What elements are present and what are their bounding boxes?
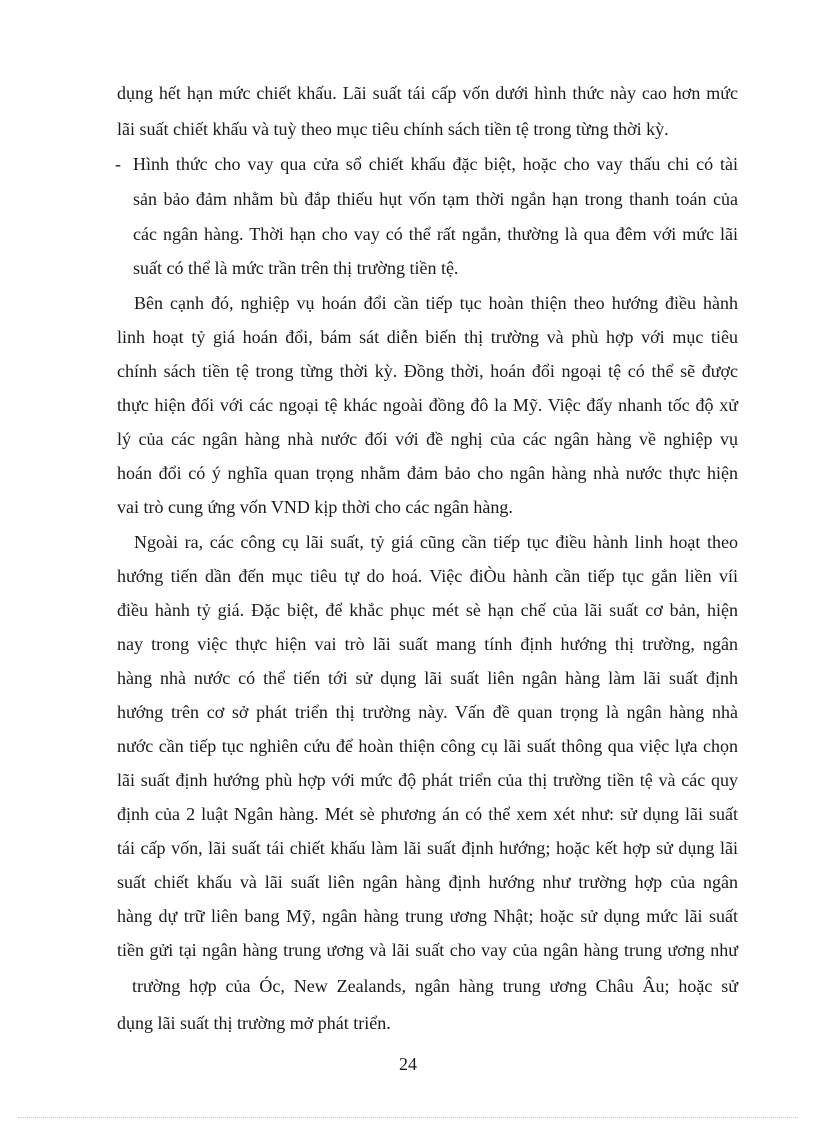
page-number: 24 [399, 1054, 417, 1074]
text-line: chính sách tiền tệ trong từng thời kỳ. Đồng thời, hoán đổi ngoại tệ có thể sẽ được [117, 361, 738, 381]
text-line: hàng dự trữ liên bang Mỹ, ngân hàng trung ương Nhật; hoặc sử dụng mức lãi suất [117, 906, 738, 926]
text-line: hoán đổi có ý nghĩa quan trọng nhằm đảm bảo cho ngân hàng nhà nước thực hiện [117, 463, 738, 483]
text-line: suất chiết khấu và lãi suất liên ngân hàng định hướng như trường hợp của ngân [117, 872, 738, 892]
text-line: nước cần tiếp tục nghiên cứu để hoàn thiện công cụ lãi suất thông qua việc lựa chọn [117, 736, 738, 756]
text-line: Bên cạnh đó, nghiệp vụ hoán đổi cần tiếp tục hoàn thiện theo hướng điều hành [134, 293, 738, 313]
text-line: điều hành tỷ giá. Đặc biệt, để khắc phục mét sè hạn chế của lãi suất cơ bản, hiện [117, 600, 738, 620]
text-line: các ngân hàng. Thời hạn cho vay có thể rất ngắn, thường là qua đêm với mức lãi [133, 224, 738, 244]
text-line: suất có thể là mức trần trên thị trường tiền tệ. [133, 258, 459, 278]
text-line: tiền gửi tại ngân hàng trung ương và lãi suất cho vay của ngân hàng trung ương như [117, 940, 738, 960]
text-line: tái cấp vốn, lãi suất tái chiết khấu làm lãi suất định hướng; hoặc kết hợp sử dụng lãi [117, 838, 738, 858]
text-line: linh hoạt tỷ giá hoán đổi, bám sát diễn biến thị trường và phù hợp với mục tiêu [117, 327, 738, 347]
text-line: Ngoài ra, các công cụ lãi suất, tỷ giá cũng cần tiếp tục điều hành linh hoạt theo [134, 532, 738, 552]
list-bullet: - [115, 154, 121, 174]
text-line: hướng trên cơ sở phát triển thị trường này. Vấn đề quan trọng là ngân hàng nhà [117, 702, 738, 722]
text-line: dụng lãi suất thị trường mở phát triển. [117, 1013, 391, 1033]
text-line: vai trò cung ứng vốn VND kịp thời cho các ngân hàng. [117, 497, 513, 517]
text-line: sản bảo đảm nhằm bù đắp thiếu hụt vốn tạm thời ngắn hạn trong thanh toán của [133, 189, 738, 209]
text-line: lý của các ngân hàng nhà nước đối với đề nghị của các ngân hàng về nghiệp vụ [117, 429, 738, 449]
text-line: lãi suất chiết khấu và tuỳ theo mục tiêu chính sách tiền tệ trong từng thời kỳ. [117, 119, 669, 139]
footer-divider [18, 1117, 798, 1118]
text-line: hướng tiến dần đến mục tiêu tự do hoá. Việc điÒu hành cần tiếp tục gắn liền víi [117, 566, 738, 586]
text-line: hàng nhà nước có thể tiến tới sử dụng lãi suất liên ngân hàng làm lãi suất định [117, 668, 738, 688]
text-line: thực hiện đối với các ngoại tệ khác ngoài đồng đô la Mỹ. Việc đẩy nhanh tốc độ xử [117, 395, 738, 415]
text-line: lãi suất định hướng phù hợp với mức độ phát triển của thị trường tiền tệ và các quy [117, 770, 738, 790]
text-line: Hình thức cho vay qua cửa sổ chiết khấu đặc biệt, hoặc cho vay thấu chi có tài [133, 154, 738, 174]
text-line: trường hợp của Óc, New Zealands, ngân hàng trung ương Châu Âu; hoặc sử [132, 976, 738, 996]
text-line: định của 2 luật Ngân hàng. Mét sè phương án có thể xem xét như: sử dụng lãi suất [117, 804, 738, 824]
text-line: nay trong việc thực hiện vai trò lãi suất mang tính định hướng thị trường, ngân [117, 634, 738, 654]
text-line: dụng hết hạn mức chiết khấu. Lãi suất tái cấp vốn dưới hình thức này cao hơn mức [117, 83, 738, 103]
